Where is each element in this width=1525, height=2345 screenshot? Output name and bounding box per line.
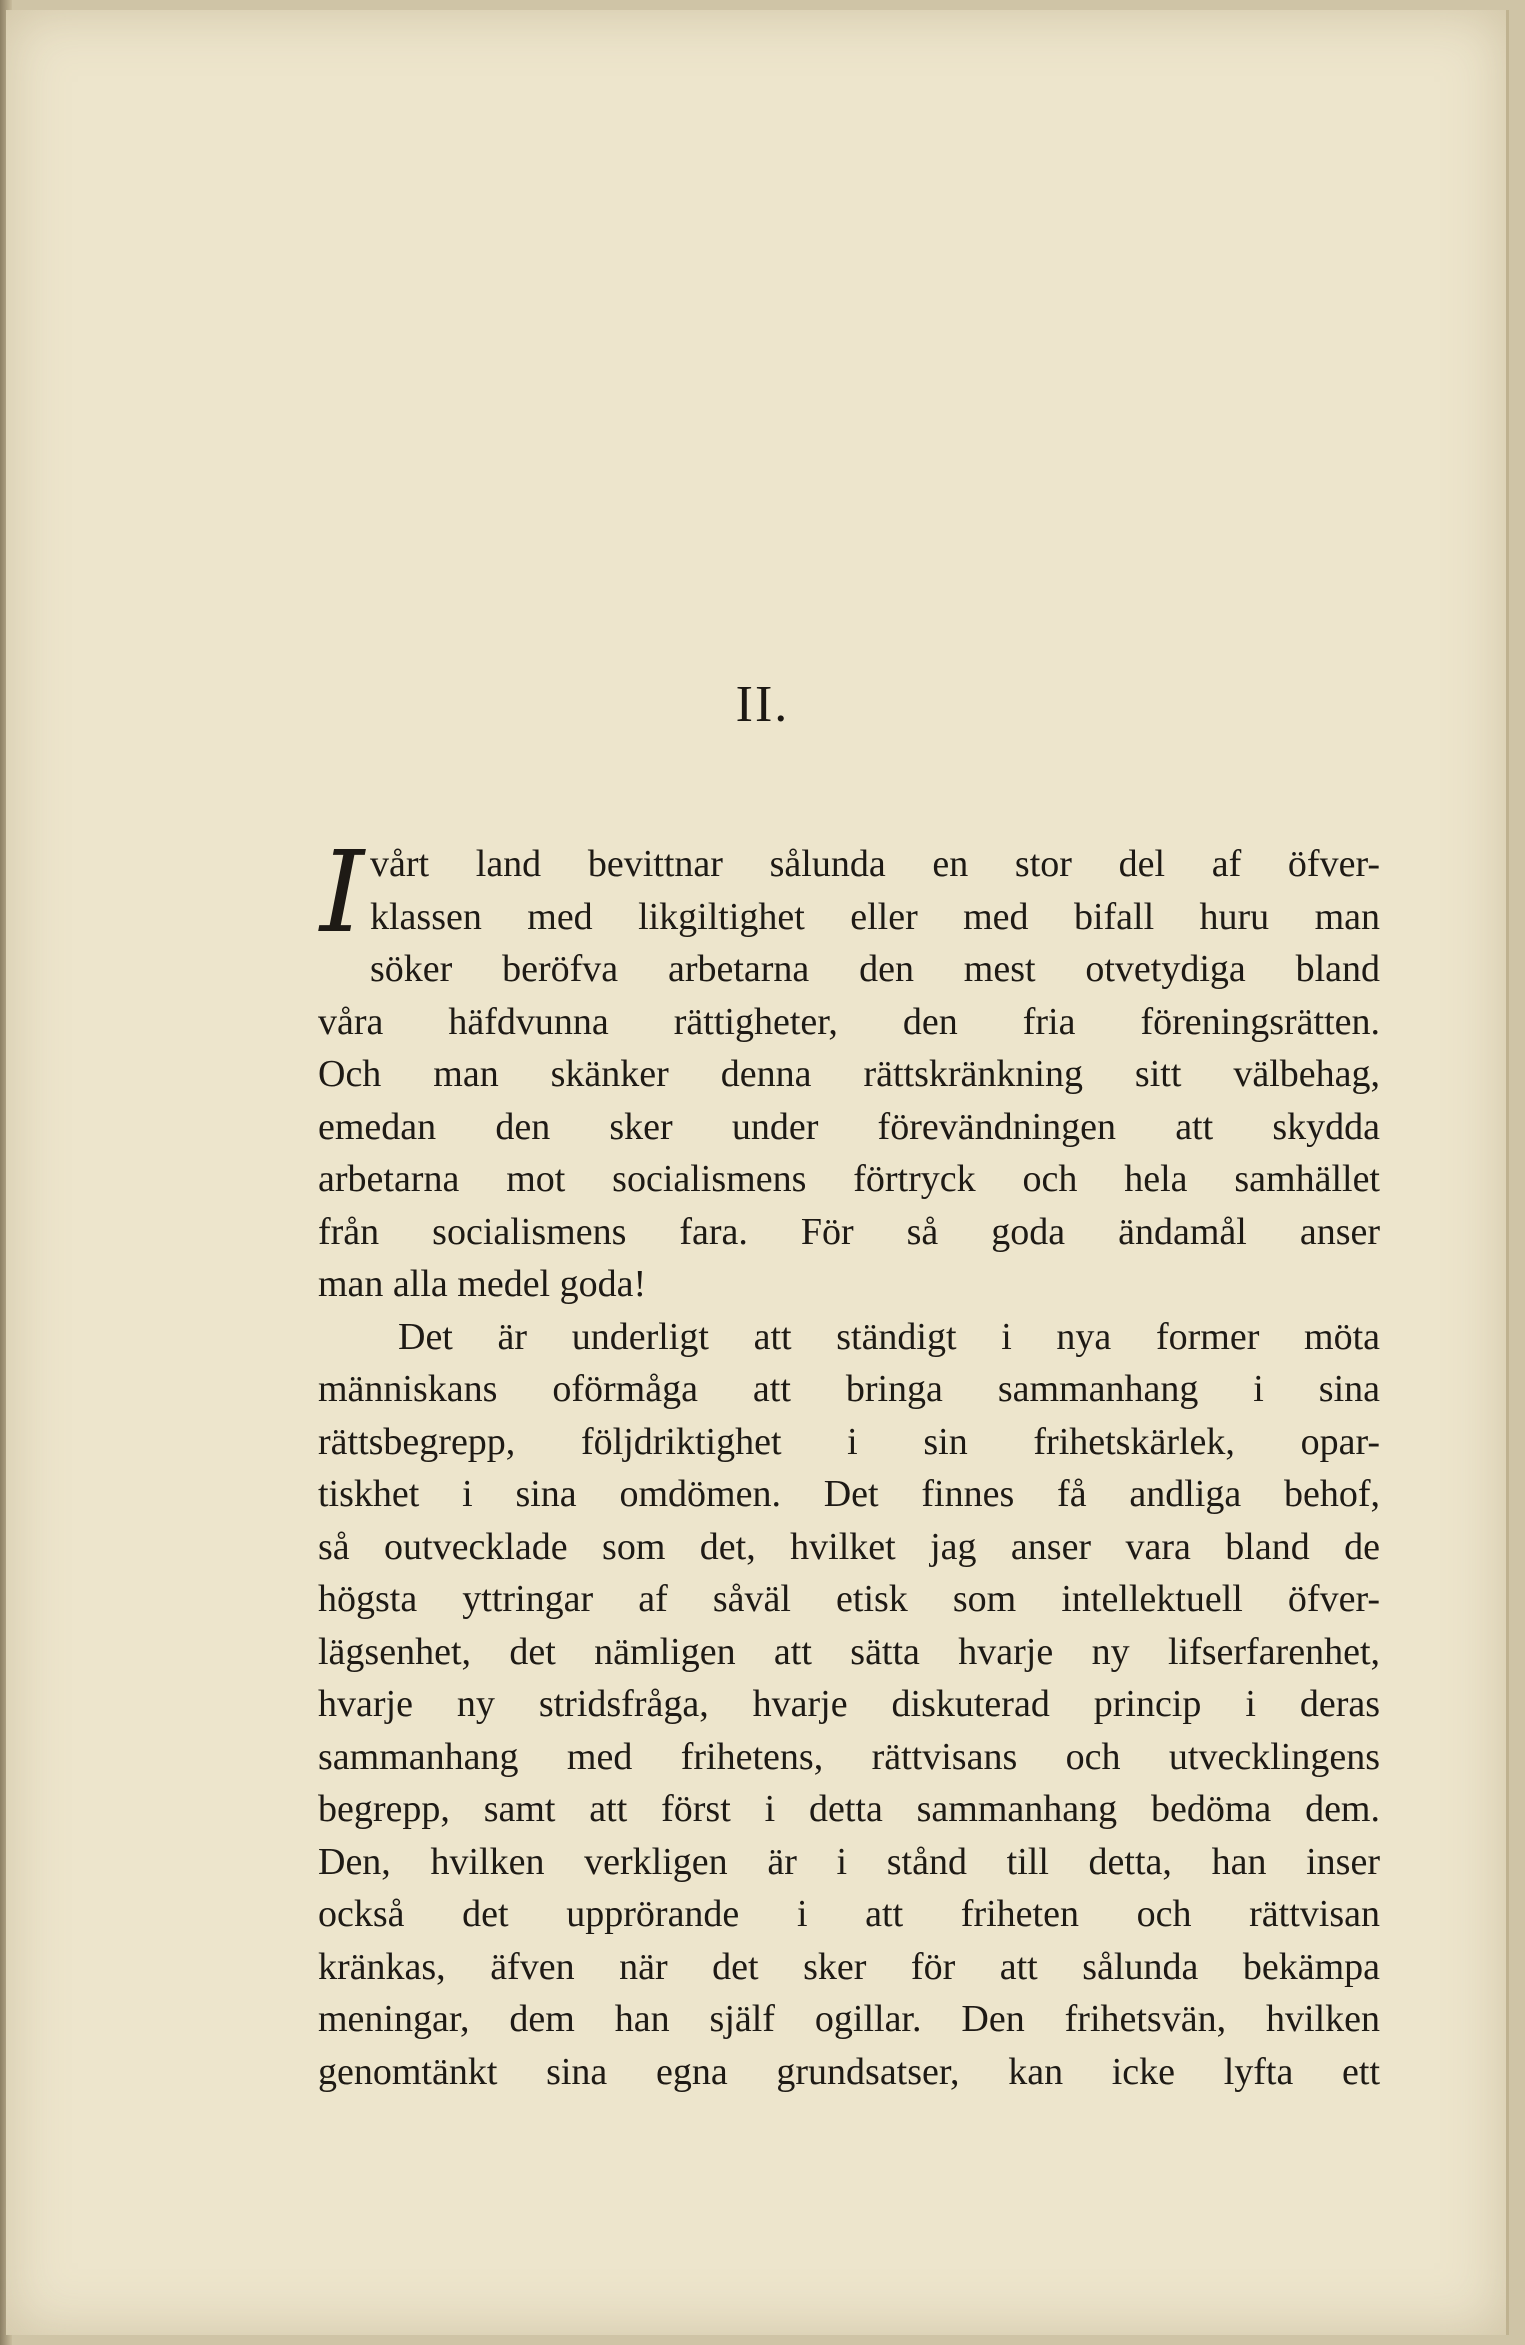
text-line: Den, hvilken verkligen är i stånd till detta, han inser xyxy=(318,1840,1380,1883)
text-line: våra häfdvunna rättigheter, den fria föreningsrätten. xyxy=(318,1000,1380,1043)
text-line: människans oförmåga att bringa sammanhang i sina xyxy=(318,1368,1380,1410)
text-line: också det upprörande i att friheten och rättvisan xyxy=(318,1893,1380,1935)
text-line: sammanhang med frihetens, rättvisans och utvecklingens xyxy=(318,1735,1380,1778)
text-line: högsta yttringar af såväl etisk som intellektuell öfver- xyxy=(318,1578,1380,1620)
text-line: man alla medel goda! xyxy=(318,1263,647,1305)
text-line: kränkas, äfven när det sker för att sålunda bekämpa xyxy=(318,1945,1380,1988)
text-line: klassen med likgiltighet eller med bifall huru man xyxy=(370,895,1380,938)
text-line: Det är underligt att ständigt i nya former möta xyxy=(398,1315,1380,1358)
chapter-heading: II. xyxy=(735,676,790,733)
text-line: så outvecklade som det, hvilket jag anser vara bland de xyxy=(318,1525,1380,1568)
text-line: tiskhet i sina omdömen. Det finnes få andliga behof, xyxy=(318,1473,1380,1515)
text-line: vårt land bevittnar sålunda en stor del af öfver- xyxy=(370,843,1380,885)
text-line: från socialismens fara. För så goda ändamål anser xyxy=(318,1210,1380,1253)
text-line: rättsbegrepp, följdriktighet i sin frihetskärlek, opar- xyxy=(318,1420,1380,1463)
text-line: Och man skänker denna rättskränkning sitt välbehag, xyxy=(318,1053,1380,1095)
body-text xyxy=(318,828,1380,2098)
text-line: lägsenhet, det nämligen att sätta hvarje ny lifserfarenhet, xyxy=(318,1630,1380,1673)
text-line: söker beröfva arbetarna den mest otvetydiga bland xyxy=(370,948,1380,990)
text-line: arbetarna mot socialismens förtryck och hela samhället xyxy=(318,1158,1380,1200)
text-line: begrepp, samt att först i detta sammanhang bedöma dem. xyxy=(318,1788,1380,1830)
text-line: hvarje ny stridsfråga, hvarje diskuterad princip i deras xyxy=(318,1683,1380,1725)
drop-cap: I xyxy=(319,828,365,958)
text-line: genomtänkt sina egna grundsatser, kan icke lyfta ett xyxy=(318,2050,1380,2093)
text-line: meningar, dem han själf ogillar. Den frihetsvän, hvilken xyxy=(318,1998,1380,2040)
text-line: emedan den sker under förevändningen att skydda xyxy=(318,1105,1380,1148)
